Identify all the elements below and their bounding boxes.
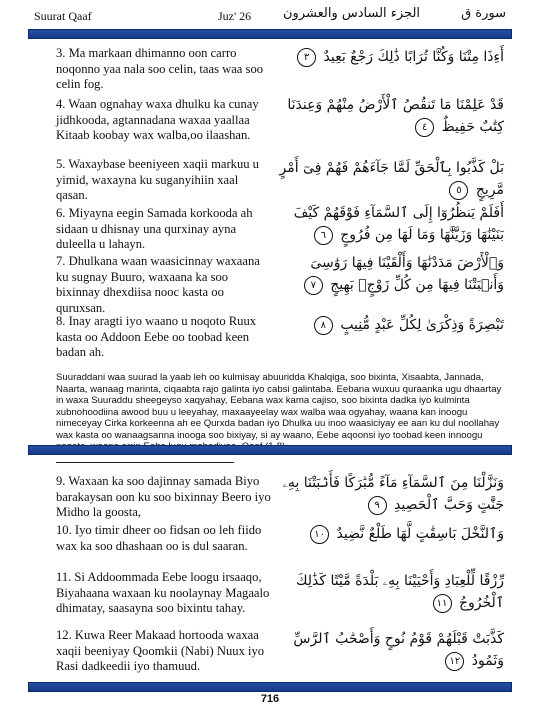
arabic-verse-5: بَلْ كَذَّبُوا بِٱلْحَقِّ لَمَّا جَآءَهُمْ فَهُمْ فِىٓ أَمْرٍ مَّرِيجٍ ٥ — [279, 160, 504, 198]
arabic-verse-8: تَبْصِرَةً وَذِكْرَىٰ لِكُلِّ عَبْدٍ مُّنِيبٍ ٨ — [272, 314, 504, 336]
ayah-marker: ٦ — [314, 226, 333, 245]
surah-name-latin: Suurat Qaaf — [34, 9, 92, 23]
middle-border-bar — [28, 445, 512, 455]
page-number: 716 — [260, 693, 280, 705]
divider-line — [56, 462, 234, 463]
arabic-verse-3: أَءِذَا مِتْنَا وَكُنَّا تُرَابًا ذَٰلِكَ رَجْعٌ بَعِيدٌ ٣ — [272, 46, 504, 68]
verse-11: 11. Si Addoommada Eebe loogu irsaaqo, Biyahaana waxaan ku noolaynay Magaalo dhimatay, saasayna soo bixintu tahay. — [56, 570, 270, 615]
ayah-marker: ١٢ — [445, 652, 464, 671]
arabic-verse-6: أَفَلَمْ يَنظُرُوٓا إِلَى ٱلسَّمَآءِ فَوْقَهُمْ كَيْفَ بَنَيْنَٰهَا وَزَيَّنَّٰهَا وَمَا لَهَا مِن فُرُوجٍ ٦ — [293, 205, 504, 243]
bottom-border-bar — [28, 682, 512, 692]
juz-arabic: الجزء السادس والعشرون — [283, 6, 421, 21]
surah-name-arabic: سورة ق — [461, 6, 506, 21]
top-border-bar — [28, 29, 512, 39]
arabic-verse-10: وَٱلنَّخْلَ بَاسِقَٰتٍ لَّهَا طَلْعٌ نَّضِيدٌ ١٠ — [272, 523, 504, 545]
verse-9: 9. Waxaan ka soo dajinnay samada Biyo barakaysan oon ku soo bixinnay Beero iyo Midho la goosta, — [56, 474, 271, 519]
verse-6: 6. Miyayna eegin Samada korkooda ah sidaan u dhisnay una qurxinay ayna duleella u lahayn. — [56, 206, 253, 251]
ayah-marker: ١١ — [433, 594, 452, 613]
juz-number: Juz' 26 — [218, 9, 252, 23]
ayah-marker: ٩ — [368, 496, 387, 515]
ayah-marker: ١٠ — [310, 525, 329, 544]
verse-7: 7. Dhulkana waan waasicinnay waxaana ku sugnay Buuro, waxaana ka soo bixinnay dhexdiisa nooc kasta oo quruxsan. — [56, 254, 260, 315]
arabic-verse-12: كَذَّبَتْ قَبْلَهُمْ قَوْمُ نُوحٍ وَأَصْحَٰبُ ٱلرَّسِّ وَثَمُودُ ١٢ — [293, 631, 504, 669]
page-header — [28, 6, 512, 30]
ayah-marker: ٤ — [415, 118, 434, 137]
commentary-paragraph: Suuraddani waa suurad la yaab leh oo kulmisay abuuridda Khalqiga, soo bixinta, Xisaabta, Jannada, Naarta, wanaag marinta, ciqaabta rajo galinta iyo cabsi galintaba. Eebana wuxuu quraanka ugu dhaartay in waxa Suuraddu sheegeyso xaqyahay, Eebana wax kama cajiso, soo bixinta dadka iyo kulminta xubnohoodiina awood buu u leeyahay, maxaayeelay wax walba waa ogyahay, waana kan inoogu nimeceyay Cirka korkeenna ah ee Qurxda badan iyo Dhulka uu inoo waasiciyay ee aan ku dul noollahay wax kasta oo wanaagsanna inooga soo bixiyay, si ay waano, Eebe aqoonsi iyo toobad keen innoogu — [56, 372, 502, 441]
verse-12: 12. Kuwa Reer Makaad hortooda waxaa xaqii beeniyay Qoomkii (Nabi) Nuux iyo Rasi dadkeedii iyo thamuud. — [56, 628, 265, 673]
arabic-verse-9: وَنَزَّلْنَا مِنَ ٱلسَّمَآءِ مَآءً مُّبَٰرَكًا فَأَنۢبَتْنَا بِهِۦ جَنَّٰتٍ وَحَبَّ ٱلْحَصِيدِ ٩ — [282, 475, 504, 513]
ayah-marker: ٣ — [297, 48, 316, 67]
ayah-marker: ٥ — [449, 181, 468, 200]
arabic-verse-4: قَدْ عَلِمْنَا مَا تَنقُصُ ٱلْأَرْضُ مِنْهُمْ وَعِندَنَا كِتَٰبٌ حَفِيظٌ ٤ — [287, 97, 504, 135]
arabic-verse-11: رِّزْقًا لِّلْعِبَادِ وَأَحْيَيْنَا بِهِۦ بَلْدَةً مَّيْتًا كَذَٰلِكَ ٱلْخُرُوجُ ١١ — [295, 573, 504, 611]
arabic-verse-7: وَٱلْأَرْضَ مَدَدْنَٰهَا وَأَلْقَيْنَا فِيهَا رَوَٰسِىَ وَأَنۢبَتْنَا فِيهَا مِن كُلِّ زَوْجٍۭ بَهِيجٍ ٧ — [272, 252, 504, 296]
verse-4: 4. Waan ognahay waxa dhulku ka cunay jidhkooda, agtannadana waxaa yaallaa Kitaab koobay wax walba,oo ilaashan. — [56, 97, 259, 142]
verse-8: 8. Inay aragti iyo waano u noqoto Ruux kasta oo Addoon Eebe oo toobad keen badan ah. — [56, 314, 257, 359]
verse-5: 5. Waxaybase beeniyeen xaqii markuu u yimid, waxayna ku suganyihiin xaal qasan. — [56, 157, 259, 202]
ayah-marker: ٧ — [304, 276, 323, 295]
verse-10: 10. Iyo timir dheer oo fidsan oo leh fiido wax ka soo dhashaan oo is dul saaran. — [56, 523, 262, 553]
ayah-marker: ٨ — [314, 316, 333, 335]
verse-3: 3. Ma markaan dhimanno oon carro noqonno yaa nala soo celin, taas waa soo celin fog. — [56, 46, 264, 91]
